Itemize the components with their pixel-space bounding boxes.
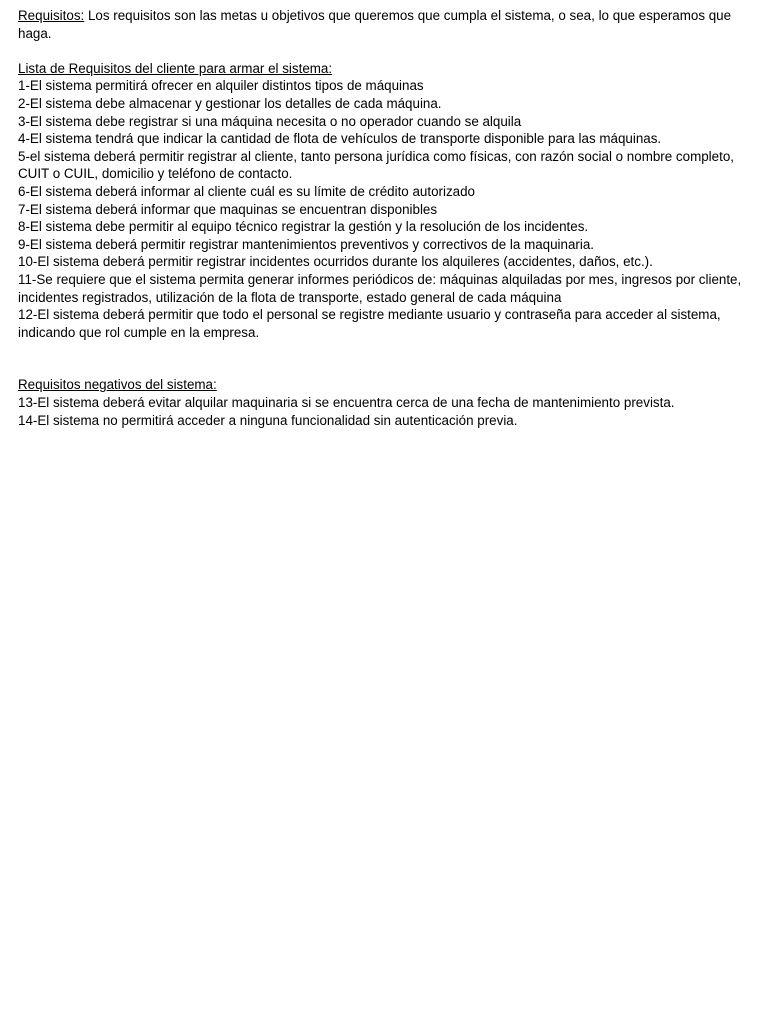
requirement-item: 13-El sistema deberá evitar alquilar maquinaria si se encuentra cerca de una fecha de mantenimiento prevista. xyxy=(18,395,675,411)
requirement-item: 3-El sistema debe registrar si una máquina necesita o no operador cuando se alquila xyxy=(18,113,522,129)
requirement-item: 8-El sistema debe permitir al equipo técnico registrar la gestión y la resolución de los incidentes. xyxy=(18,219,589,235)
requirement-item: 12-El sistema deberá permitir que todo el personal se registre mediante usuario y contraseña para acceder al sistema, indicando que rol cumple en la empresa. xyxy=(18,307,721,340)
negative-requirements-heading: Requisitos negativos del sistema: xyxy=(18,377,217,393)
requirement-item: 4-El sistema tendrá que indicar la cantidad de flota de vehículos de transporte disponible para las máquinas. xyxy=(18,131,662,147)
requirement-item: 6-El sistema deberá informar al cliente cuál es su límite de crédito autorizado xyxy=(18,183,475,199)
requirement-item: 10-El sistema deberá permitir registrar incidentes ocurridos durante los alquileres (accidentes, daños, etc.). xyxy=(18,254,653,270)
spacer xyxy=(18,341,754,376)
negative-requirements-list xyxy=(18,394,754,429)
requirement-item: 9-El sistema deberá permitir registrar mantenimientos preventivos y correctivos de la maquinaria. xyxy=(18,236,595,252)
requirement-item: 7-El sistema deberá informar que maquinas se encuentran disponibles xyxy=(18,201,438,217)
intro-text: Los requisitos son las metas u objetivos que queremos que cumpla el sistema, o sea, lo que esperamos que haga. xyxy=(18,8,732,41)
intro-label: Requisitos: xyxy=(18,8,85,23)
requirement-item: 5-el sistema deberá permitir registrar al cliente, tanto persona jurídica como físicas, con razón social o nombre completo, CUIT o CUIL, domicilio y teléfono de contacto. xyxy=(18,148,734,182)
intro-paragraph xyxy=(18,7,754,42)
requirement-item: 2-El sistema debe almacenar y gestionar los detalles de cada máquina. xyxy=(18,95,442,111)
client-requirements-heading: Lista de Requisitos del cliente para armar el sistema: xyxy=(18,60,333,76)
client-requirements-list xyxy=(18,77,754,341)
requirement-item: 14-El sistema no permitirá acceder a ninguna funcionalidad sin autenticación previa. xyxy=(18,412,518,428)
document-page xyxy=(18,7,754,429)
spacer xyxy=(18,42,754,60)
requirement-item: 11-Se requiere que el sistema permita generar informes periódicos de: máquinas alquiladas por mes, ingresos por cliente, incidentes registrados, utilización de la flota de transporte, estado general de cada máquina xyxy=(18,271,742,305)
requirement-item: 1-El sistema permitirá ofrecer en alquiler distintos tipos de máquinas xyxy=(18,78,424,94)
